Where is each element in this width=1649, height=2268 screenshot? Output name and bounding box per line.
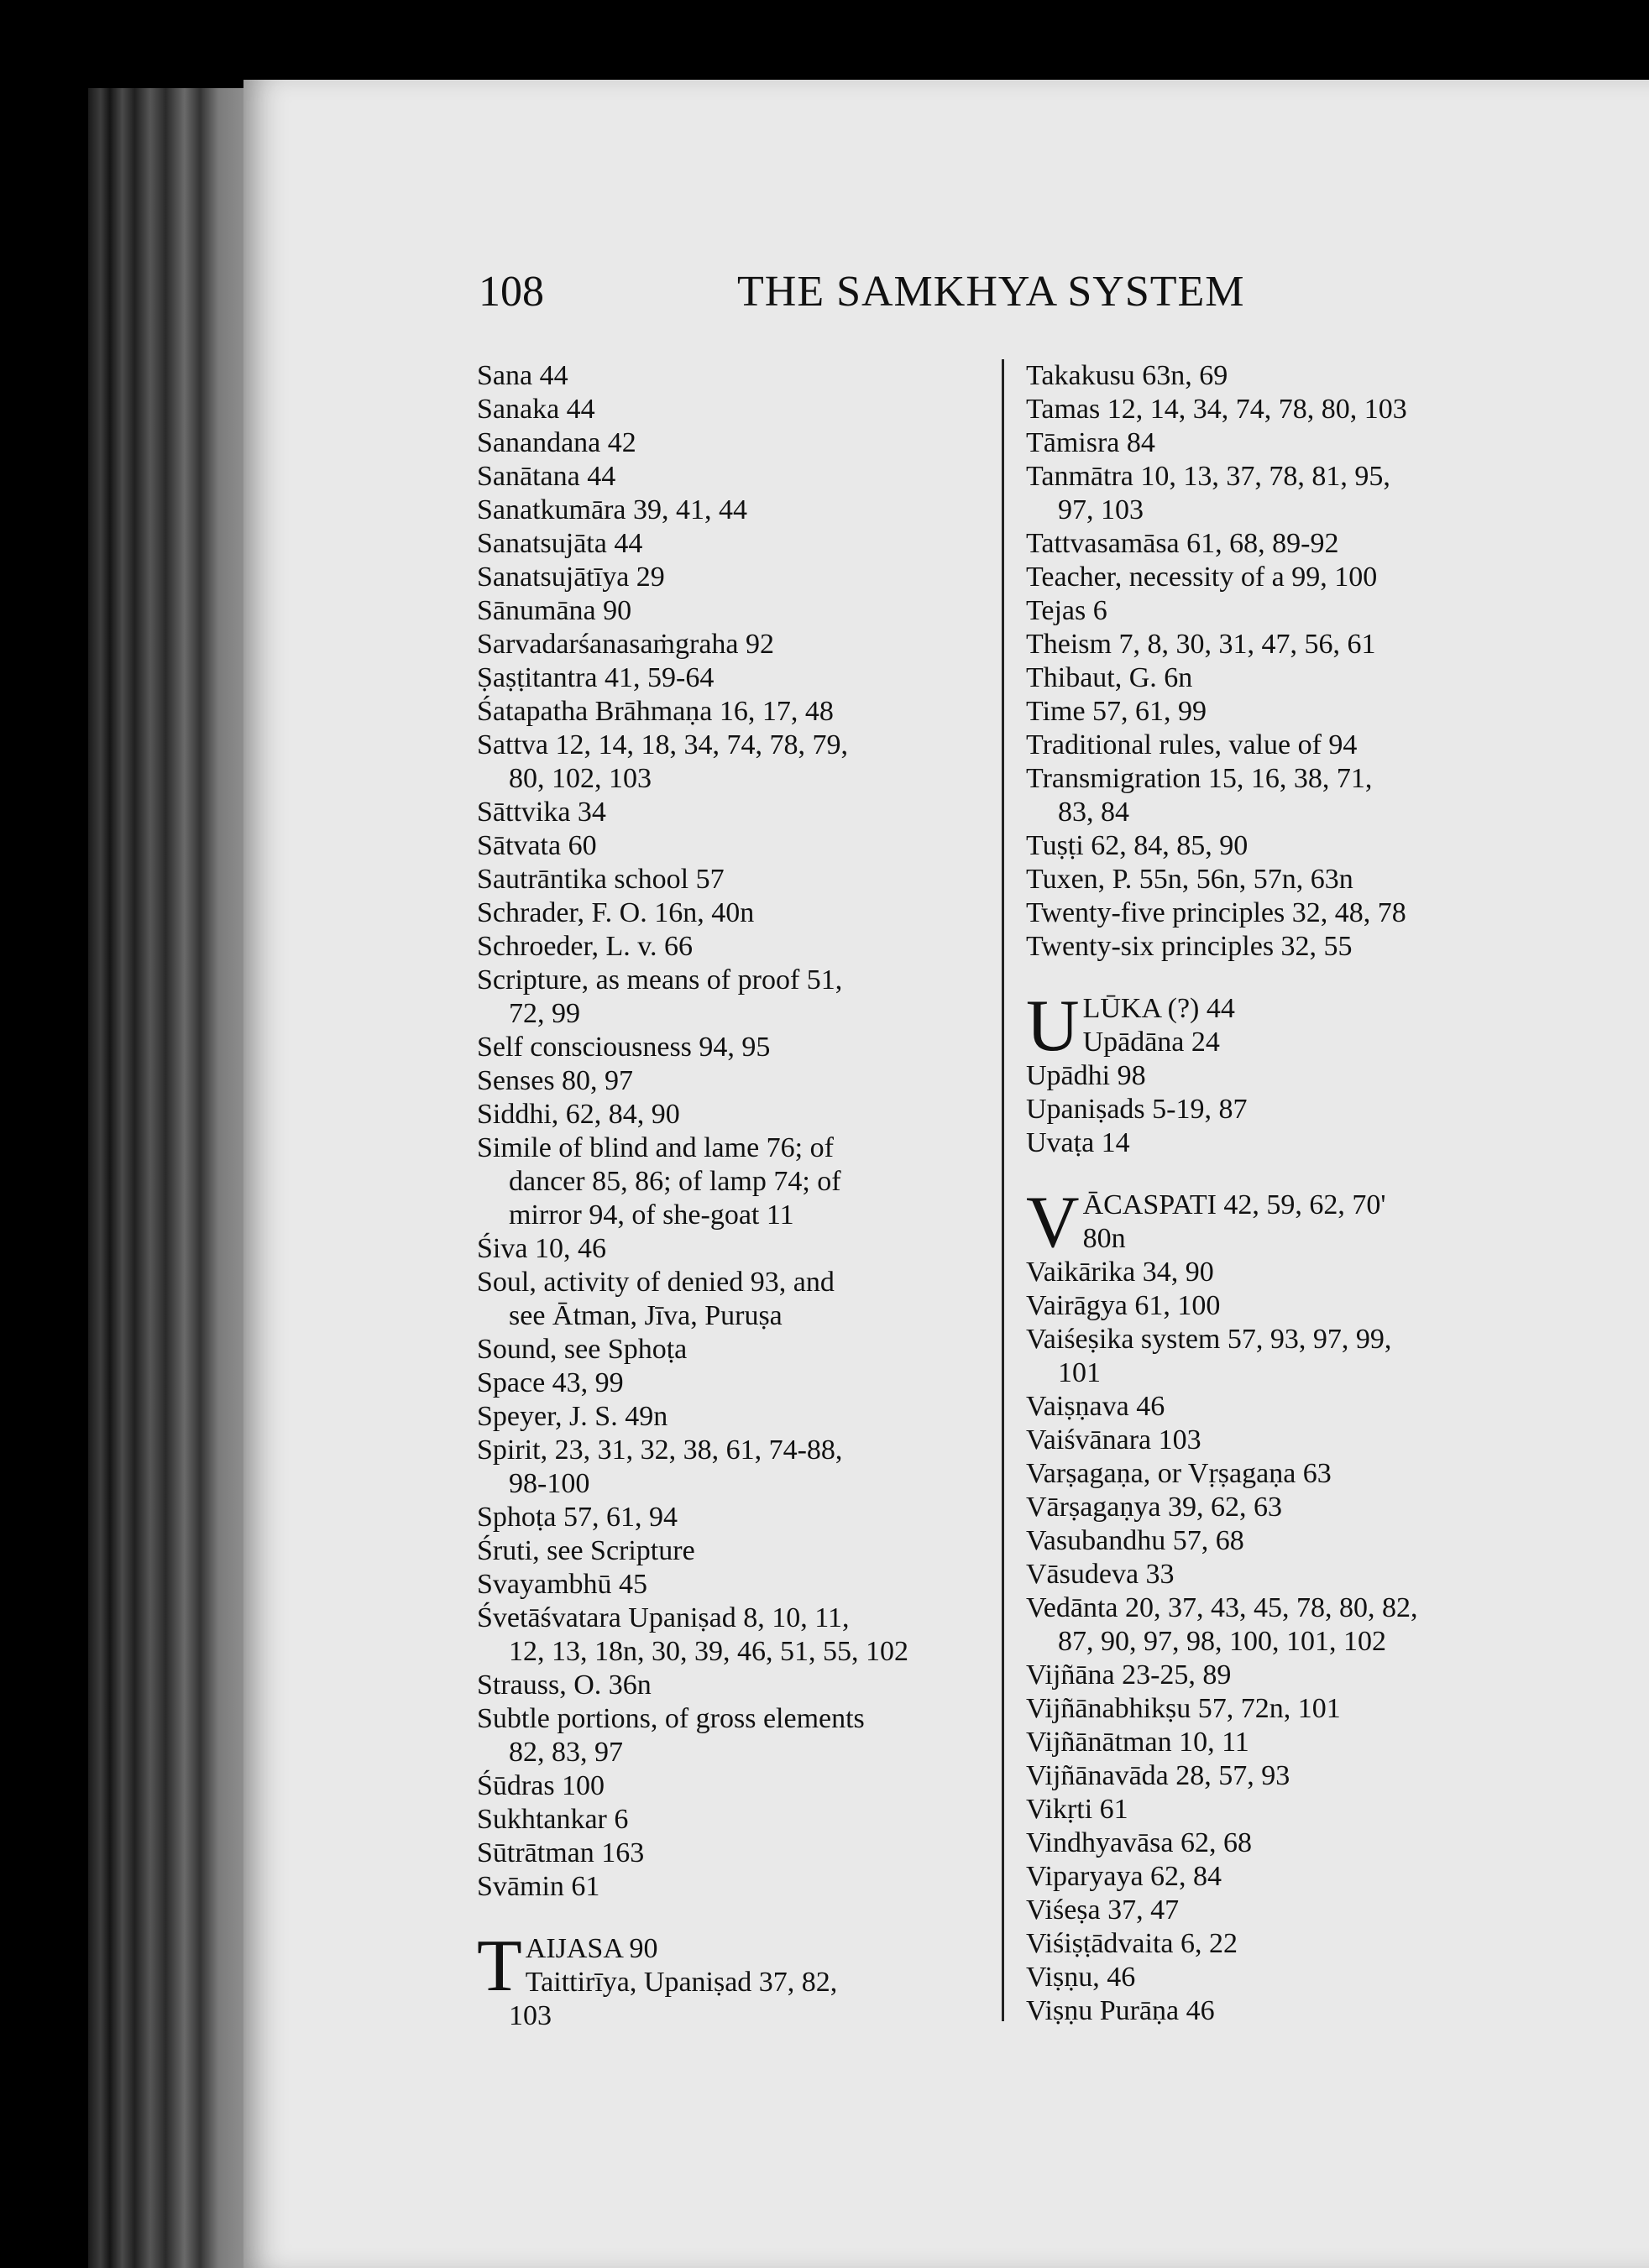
index-entry: Śiva 10, 46 bbox=[477, 1233, 606, 1264]
index-list-u bbox=[1026, 1059, 1530, 1160]
index-entry-continuation: 72, 99 bbox=[509, 998, 580, 1029]
index-entry: Uvaṭa 14 bbox=[1026, 1127, 1130, 1158]
index-entry-continuation: 82, 83, 97 bbox=[509, 1737, 623, 1768]
index-section-t bbox=[477, 1932, 981, 2033]
index-entry: Simile of blind and lame 76; of bbox=[477, 1132, 834, 1163]
index-entry: AIJASA 90 bbox=[525, 1933, 658, 1964]
index-entry: Upādhi 98 bbox=[1026, 1060, 1146, 1091]
index-entry: Sūtrātman 163 bbox=[477, 1837, 645, 1868]
index-entry: Vijñānātman 10, 11 bbox=[1026, 1727, 1249, 1758]
index-entry: Vijñāna 23-25, 89 bbox=[1026, 1659, 1232, 1691]
index-entry: Tattvasamāsa 61, 68, 89-92 bbox=[1026, 528, 1339, 559]
index-entry: Spirit, 23, 31, 32, 38, 61, 74-88, bbox=[477, 1434, 843, 1466]
index-entry: Sphoṭa 57, 61, 94 bbox=[477, 1502, 678, 1533]
index-entry: Svayambhū 45 bbox=[477, 1569, 648, 1600]
index-entry: Viśiṣṭādvaita 6, 22 bbox=[1026, 1928, 1238, 1959]
index-list-v bbox=[1026, 1256, 1530, 2028]
column-divider bbox=[1002, 359, 1004, 2021]
book-edge bbox=[88, 88, 243, 2268]
index-entry-continuation: 83, 84 bbox=[1058, 797, 1129, 828]
index-entry: LŪKA (?) 44 bbox=[1082, 993, 1235, 1024]
index-entry: Thibaut, G. 6n bbox=[1026, 662, 1193, 693]
index-entry: Transmigration 15, 16, 38, 71, bbox=[1026, 763, 1373, 794]
index-column-right bbox=[1026, 359, 1530, 2028]
index-entry: Sattva 12, 14, 18, 34, 74, 78, 79, bbox=[477, 729, 848, 760]
index-entry: Varṣagaṇa, or Vṛṣagaṇa 63 bbox=[1026, 1458, 1332, 1489]
dropcap-u: U bbox=[1026, 992, 1080, 1059]
index-entry: Sātvata 60 bbox=[477, 830, 597, 861]
index-entry: Sanaka 44 bbox=[477, 394, 595, 425]
index-entry: Vasubandhu 57, 68 bbox=[1026, 1525, 1244, 1556]
index-entry: Tejas 6 bbox=[1026, 595, 1107, 626]
index-entry: Siddhi, 62, 84, 90 bbox=[477, 1099, 680, 1130]
index-entry: Śūdras 100 bbox=[477, 1770, 605, 1801]
index-entry: Takakusu 63n, 69 bbox=[1026, 360, 1228, 391]
index-entry: Teacher, necessity of a 99, 100 bbox=[1026, 562, 1378, 593]
index-entry: Self consciousness 94, 95 bbox=[477, 1032, 771, 1063]
running-head bbox=[0, 267, 1649, 326]
index-entry: Vikṛti 61 bbox=[1026, 1794, 1128, 1825]
index-entry-continuation: mirror 94, of she-goat 11 bbox=[509, 1199, 794, 1231]
index-entry: Vaikārika 34, 90 bbox=[1026, 1257, 1214, 1288]
index-entry: Vijñānavāda 28, 57, 93 bbox=[1026, 1760, 1290, 1791]
index-entry: Viṣṇu, 46 bbox=[1026, 1962, 1136, 1993]
index-entry: Vijñānabhikṣu 57, 72n, 101 bbox=[1026, 1693, 1341, 1724]
index-entry: Vaiṣṇava 46 bbox=[1026, 1391, 1165, 1422]
index-entry: Sautrāntika school 57 bbox=[477, 864, 725, 895]
index-entry: Schrader, F. O. 16n, 40n bbox=[477, 897, 755, 928]
index-entry: Tuṣṭi 62, 84, 85, 90 bbox=[1026, 830, 1249, 861]
index-entry-continuation: 12, 13, 18n, 30, 39, 46, 51, 55, 102 bbox=[509, 1636, 908, 1667]
index-entry: Vārṣagaṇya 39, 62, 63 bbox=[1026, 1492, 1282, 1523]
index-entry: Subtle portions, of gross elements bbox=[477, 1703, 865, 1734]
index-entry: Viśeṣa 37, 47 bbox=[1026, 1894, 1180, 1926]
index-entry: Sanandana 42 bbox=[477, 427, 636, 458]
index-entry-continuation: 101 bbox=[1058, 1357, 1101, 1388]
index-entry: Theism 7, 8, 30, 31, 47, 56, 61 bbox=[1026, 629, 1376, 660]
index-entry: Sānumāna 90 bbox=[477, 595, 632, 626]
index-entry: Viparyaya 62, 84 bbox=[1026, 1861, 1222, 1892]
index-entry: Tanmātra 10, 13, 37, 78, 81, 95, bbox=[1026, 461, 1390, 492]
index-entry: Space 43, 99 bbox=[477, 1367, 624, 1398]
index-column-left bbox=[477, 359, 981, 2033]
index-list-s bbox=[477, 359, 981, 1904]
index-entry: Viṣṇu Purāṇa 46 bbox=[1026, 1995, 1215, 2026]
index-entry: Tuxen, P. 55n, 56n, 57n, 63n bbox=[1026, 864, 1353, 895]
index-entry-continuation: dancer 85, 86; of lamp 74; of bbox=[509, 1166, 841, 1197]
index-section-v bbox=[1026, 1189, 1530, 1256]
index-entry: Traditional rules, value of 94 bbox=[1026, 729, 1358, 760]
index-entry: ĀCASPATI 42, 59, 62, 70' bbox=[1082, 1189, 1386, 1220]
index-entry: Taittirīya, Upaniṣad 37, 82, bbox=[525, 1967, 838, 1998]
index-entry: Upaniṣads 5-19, 87 bbox=[1026, 1094, 1248, 1125]
index-entry: Vaiśeṣika system 57, 93, 97, 99, bbox=[1026, 1324, 1392, 1355]
index-entry: Speyer, J. S. 49n bbox=[477, 1401, 668, 1432]
index-entry: Svāmin 61 bbox=[477, 1871, 600, 1902]
index-entry: Tāmisra 84 bbox=[1026, 427, 1155, 458]
index-entry: Sarvadarśanasaṁgraha 92 bbox=[477, 629, 775, 660]
index-entry: Strauss, O. 36n bbox=[477, 1670, 652, 1701]
index-entry: Ṣaṣṭitantra 41, 59-64 bbox=[477, 662, 715, 693]
index-section-u bbox=[1026, 992, 1530, 1059]
index-list-t bbox=[1026, 359, 1530, 964]
index-entry: Vairāgya 61, 100 bbox=[1026, 1290, 1221, 1321]
index-entry: 103 bbox=[509, 2000, 552, 2031]
index-entry: Sukhtankar 6 bbox=[477, 1804, 629, 1835]
index-entry-continuation: 80, 102, 103 bbox=[509, 763, 652, 794]
index-entry: Śruti, see Scripture bbox=[477, 1535, 695, 1566]
index-entry-continuation: 97, 103 bbox=[1058, 494, 1144, 525]
index-entry: Time 57, 61, 99 bbox=[1026, 696, 1207, 727]
index-entry: Sāttvika 34 bbox=[477, 797, 606, 828]
index-entry: Vaiśvānara 103 bbox=[1026, 1424, 1201, 1455]
index-entry: 80n bbox=[1082, 1223, 1126, 1254]
index-entry: Sanatsujātīya 29 bbox=[477, 562, 665, 593]
index-entry: Sanatkumāra 39, 41, 44 bbox=[477, 494, 747, 525]
index-entry: Sanatsujāta 44 bbox=[477, 528, 643, 559]
index-entry-continuation: 87, 90, 97, 98, 100, 101, 102 bbox=[1058, 1626, 1386, 1657]
index-entry: Vāsudeva 33 bbox=[1026, 1559, 1175, 1590]
dropcap-t: T bbox=[477, 1932, 522, 2007]
index-entry: Upādāna 24 bbox=[1082, 1027, 1220, 1058]
book-title: THE SAMKHYA SYSTEM bbox=[737, 268, 1245, 316]
index-entry: Senses 80, 97 bbox=[477, 1065, 634, 1096]
index-entry: Tamas 12, 14, 34, 74, 78, 80, 103 bbox=[1026, 394, 1407, 425]
index-entry-continuation: see Ātman, Jīva, Puruṣa bbox=[509, 1300, 783, 1331]
index-entry: Twenty-six principles 32, 55 bbox=[1026, 931, 1353, 962]
index-entry: Sound, see Sphoṭa bbox=[477, 1334, 688, 1365]
index-entry: Sanātana 44 bbox=[477, 461, 616, 492]
index-entry-continuation: 98-100 bbox=[509, 1468, 590, 1499]
index-entry: Sana 44 bbox=[477, 360, 568, 391]
index-entry: Śvetāśvatara Upaniṣad 8, 10, 11, bbox=[477, 1602, 850, 1633]
index-entry: Twenty-five principles 32, 48, 78 bbox=[1026, 897, 1406, 928]
dropcap-v: V bbox=[1026, 1189, 1080, 1256]
index-entry: Vedānta 20, 37, 43, 45, 78, 80, 82, bbox=[1026, 1592, 1418, 1623]
index-entry: Scripture, as means of proof 51, bbox=[477, 964, 843, 996]
index-entry: Śatapatha Brāhmaṇa 16, 17, 48 bbox=[477, 696, 834, 727]
index-entry: Vindhyavāsa 62, 68 bbox=[1026, 1827, 1252, 1858]
page-number: 108 bbox=[479, 268, 544, 316]
index-entry: Soul, activity of denied 93, and bbox=[477, 1267, 835, 1298]
index-entry: Schroeder, L. v. 66 bbox=[477, 931, 694, 962]
